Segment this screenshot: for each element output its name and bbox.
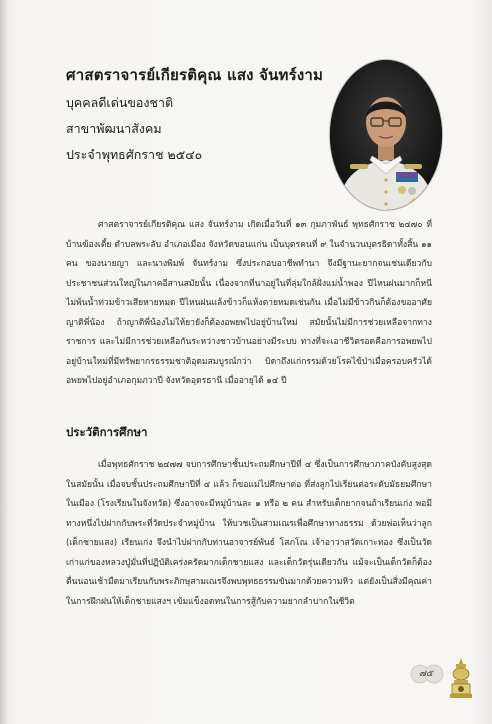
education-heading: ประวัติการศึกษา [66, 425, 148, 439]
page-number [412, 666, 440, 682]
biography-paragraph: ศาสตราจารย์เกียรติคุณ แสง จันทร์งาม เกิดเมื่อวันที่ ๑๓ กุมภาพันธ์ พุทธศักราช ๒๔๗๐ ที่บ้านฆ้องเตี้ย ตำบลพระลับ อำเภอเมือง จังหวัดขอนแก่น เป็นบุตรคนที่ ๙ ในจำนวนบุตรธิดาทั้งสิ้น ๑๑ คน ของนายญา และนางพิมพ์ จันทร์งาม ซึ่งประกอบอาชีพทำนา จึงมีฐานะยากจนเช่นเดียวกับประชาชนส่วนใหญ่ในภาคอีสานสมัยนั้น เนื่องจากที่นาอยู่ในที่ลุ่มใกล้ฝั่งแม่น้ำพอง ปีไหนฝนมากก็หนีไม่พ้นน้ำท่วมข้าวเสียหายหมด ปีไหนฝนแล้งข้าวก็แห้งตายหมดเช่นกัน เมื่อไม่มีข้าวกินก็ต้องขออาศัยญาติพี่น้อง ถ้าญาติพี่น้องไม่ให้ยายังก็ต้องอพยพไปอยู่บ้านใหม่ สมัยนั้นไม่มีการช่วยเหลือจากทางราชการ และไม่มีการช่วยเหลือกันระหว่างชาวบ้านอย่างมีระบบ ทางที่จะเอาชีวิตรอดคือการอพยพไปอยู่บ้านใหม่ที่มีทรัพยากรธรรมชาติอุดมสมบูรณ์กว่า บิดาถึงแก่กรรมด้วยโรคไข้ป่าเมื่อครอบครัวได้อพยพไปอยู่อำเภอกุมภวาปี จังหวัดอุดรธานี เมื่ออายุได้ ๑๔ ปี [66, 220, 432, 386]
year-line: ประจำพุทธศักราช ๒๕๔๐ [66, 147, 203, 162]
portrait-photo [330, 60, 442, 210]
field-line: สาขาพัฒนาสังคม [66, 121, 162, 136]
page-number-text: ๗๕ [419, 669, 433, 679]
page-title: ศาสตราจารย์เกียรติคุณ แสง จันทร์งาม [66, 66, 324, 84]
institution-emblem-icon [448, 656, 474, 700]
page-binding-shadow [0, 0, 8, 724]
education-paragraph: เมื่อพุทธศักราช ๒๔๗๗ จบการศึกษาชั้นประถมศึกษาปีที่ ๔ ซึ่งเป็นการศึกษาภาคบังคับสูงสุดในสมัยนั้น เมื่อจบชั้นประถมศึกษาปีที่ ๔ แล้ว ก็ขอแม่ไปศึกษาต่อ ที่ส่งลูกไปเรียนต่อระดับมัธยมศึกษาในเมือง (โรงเรียนในจังหวัด) ซึ่งอาจจะมีหมู่บ้านละ ๑ หรือ ๒ คน สำหรับเด็กยากจนถ้าเรียนเก่ง พอมีทางหนึ่งไปฝากกับพระที่วัดประจำหมู่บ้าน ให้บวชเป็นสามเณรเพื่อศึกษาทางธรรม ด้วยพ่อเห็นว่าลูก (เด็กชายแสง) เรียนเก่ง จึงนำไปฝากกับท่านอาจารย์พันธ์ โสภโณ เจ้าอาวาสวัดเกาะทอง ซึ่งเป็นวัดเก่าแก่ของหลวงปู่มั่นที่ปฏิบัติเคร่งครัดมากเด็กชายแสง และเด็กวัดรุ่นเดียวกัน แม้จะเป็นเด็กวัดก็ต้องตื่นนอนเช้ามืดมาเรียนกับพระภิกษุสามเณรจึงพบพุทธธรรมขันมากด้วยความหิว แต่ยังเป็นสิ่งมีคุณค่าในการฝึกฝนให้เด็กชายแสงฯ เข้มแข็งอดทนในการสู้กับความยากลำบากในชีวิต [66, 460, 432, 607]
header-block [66, 64, 326, 164]
portrait-illustration [330, 60, 442, 210]
award-line: บุคคลดีเด่นของชาติ [66, 95, 174, 110]
